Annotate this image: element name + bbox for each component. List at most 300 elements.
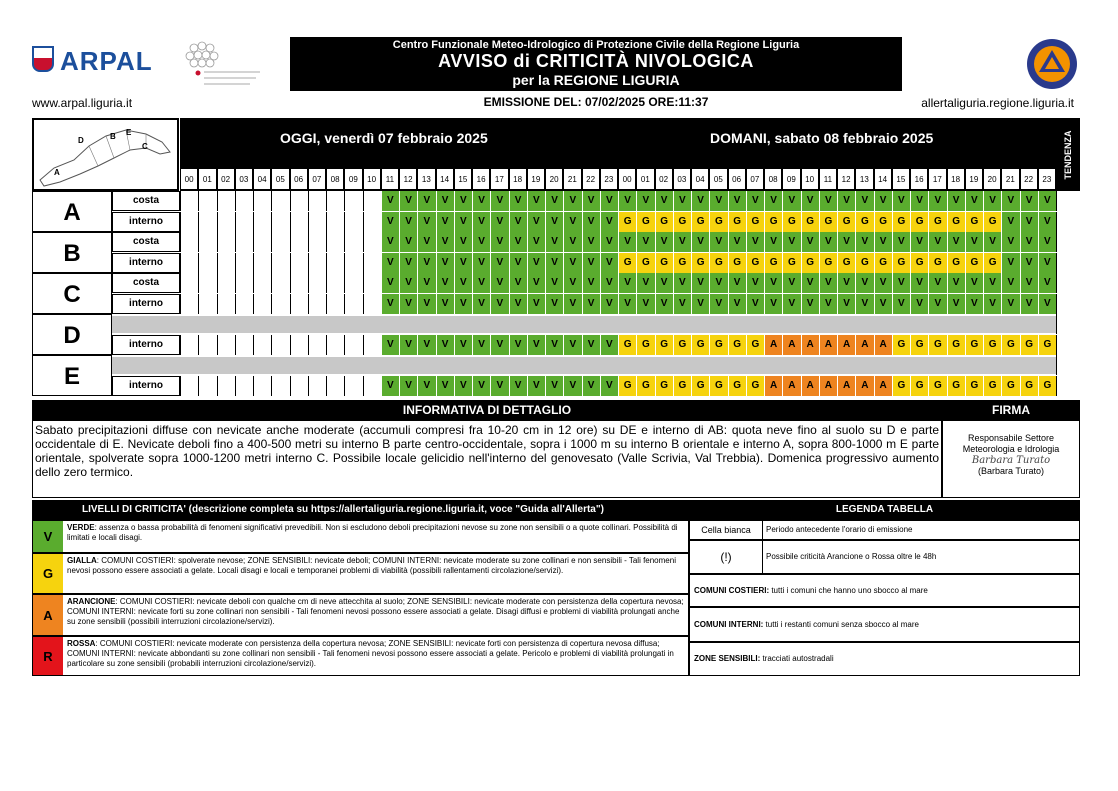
criticality-cell: G [636,212,654,232]
criticality-cell [235,376,253,396]
criticality-cell: V [545,191,563,211]
criticality-cell: V [983,232,1001,252]
criticality-cell: G [928,376,946,396]
criticality-cell: V [399,212,417,232]
level-arancione [32,594,689,636]
arpal-website[interactable]: www.arpal.liguria.it [32,96,133,110]
criticality-cell: V [819,294,837,314]
criticality-cell: V [874,191,892,211]
criticality-cell [344,335,362,355]
criticality-cell [198,253,216,273]
criticality-cell: V [655,191,673,211]
criticality-cell: V [728,273,746,293]
criticality-cell: G [746,212,764,232]
criticality-cell: V [436,232,454,252]
criticality-cell: V [1020,253,1038,273]
criticality-cell [363,273,381,293]
criticality-cell: V [782,294,800,314]
criticality-cell: V [545,273,563,293]
level-gialla-code: G [33,554,63,593]
hour-cell: 20 [983,168,1001,190]
criticality-cell: V [855,273,873,293]
criticality-cell: V [874,273,892,293]
criticality-cell: V [454,376,472,396]
criticality-cell: V [381,294,399,314]
criticality-cell [344,253,362,273]
hour-cell: 11 [819,168,837,190]
criticality-cell [290,232,308,252]
legend-sensibili-label: ZONE SENSIBILI: [694,654,761,663]
criticality-cell: G [910,253,928,273]
criticality-cell [217,212,235,232]
criticality-cell: V [582,253,600,273]
criticality-cell: G [636,376,654,396]
criticality-cell: V [673,273,691,293]
criticality-cell [290,376,308,396]
criticality-cell: V [600,273,618,293]
criticality-cell [290,335,308,355]
zone-gray-band [112,316,1056,333]
legend-symbol-desc: Possibile criticità Arancione o Rossa oltre le 48h [766,552,937,561]
criticality-cell: V [545,335,563,355]
criticality-cell: V [472,335,490,355]
criticality-cell: V [947,232,965,252]
criticality-cell: V [436,253,454,273]
criticality-cell: V [509,253,527,273]
criticality-cell [290,294,308,314]
criticality-cell: V [600,232,618,252]
criticality-cell [217,294,235,314]
criticality-cell: V [527,191,545,211]
criticality-cell: G [928,335,946,355]
criticality-cell: V [618,294,636,314]
criticality-cell [198,294,216,314]
allerta-website[interactable]: allertaliguria.regione.liguria.it [921,96,1074,110]
subzone-label-interno: interno [112,335,180,355]
criticality-cell [253,191,271,211]
criticality-cell [235,212,253,232]
criticality-cell [308,294,326,314]
criticality-cell: G [892,376,910,396]
criticality-cell [198,273,216,293]
criticality-cell [271,273,289,293]
criticality-cell: G [983,376,1001,396]
map-label-d: D [78,136,84,145]
criticality-cell: A [782,335,800,355]
hour-cell: 14 [874,168,892,190]
criticality-cell: V [965,232,983,252]
criticality-cell: V [1038,253,1056,273]
criticality-cell [271,294,289,314]
criticality-cell: V [582,232,600,252]
level-verde-desc: : assenza o bassa probabilità di fenomeni significativi prevedibili. Non si escludono deboli precipitazioni nevose su zone non sensibili o a quote collinari. Possibilità di limitati e locali disagi. [67,523,678,542]
subzone-label-interno: interno [112,212,180,232]
criticality-cell: G [801,253,819,273]
criticality-cell [235,232,253,252]
tendenza-header [1056,118,1080,191]
hour-cell: 15 [892,168,910,190]
legend-costieri-desc: tutti i comuni che hanno uno sbocco al mare [769,586,928,595]
criticality-cell: V [417,191,435,211]
criticality-cell: V [509,294,527,314]
firma-name: (Barbara Turato) [977,466,1045,476]
criticality-cell: V [837,273,855,293]
hour-cell: 06 [728,168,746,190]
criticality-cell [253,376,271,396]
criticality-cell: V [1001,294,1019,314]
tendenza-cell [1056,191,1080,211]
criticality-cell: G [728,212,746,232]
criticality-cell: V [509,273,527,293]
criticality-cell: V [472,232,490,252]
criticality-cell: V [910,294,928,314]
criticality-cell [271,253,289,273]
criticality-cell: G [928,212,946,232]
criticality-cell [308,212,326,232]
criticality-cell: V [874,294,892,314]
criticality-cell: G [855,253,873,273]
criticality-cell [344,212,362,232]
criticality-cell: V [563,273,581,293]
criticality-cell: G [618,212,636,232]
criticality-cell: A [837,376,855,396]
criticality-cell: V [1001,232,1019,252]
legend-header: LEGENDA TABELLA [689,500,1080,520]
criticality-cell: V [691,273,709,293]
criticality-cell: V [764,273,782,293]
level-rossa-text [67,639,684,669]
zone-letter-c: C [32,273,112,314]
criticality-cell: V [563,294,581,314]
map-label-b: B [110,132,116,141]
criticality-cell: G [728,335,746,355]
criticality-cell [198,232,216,252]
criticality-cell: V [728,191,746,211]
criticality-cell: V [545,294,563,314]
criticality-cell: G [983,335,1001,355]
criticality-cell: V [509,376,527,396]
criticality-cell: G [691,253,709,273]
criticality-cell: V [928,294,946,314]
criticality-cell: V [454,273,472,293]
level-gialla-text [67,556,684,576]
criticality-cell: G [618,335,636,355]
protezione-civile-logo-icon [1026,38,1078,90]
criticality-cell: V [490,273,508,293]
criticality-cell: V [618,273,636,293]
criticality-cell: V [1020,273,1038,293]
criticality-cell: V [472,273,490,293]
criticality-cell: V [381,335,399,355]
criticality-cell: V [381,191,399,211]
criticality-cell: G [746,376,764,396]
hour-cell: 05 [709,168,727,190]
hour-cell: 22 [582,168,600,190]
tendenza-cell [1056,355,1080,375]
legend-costieri [689,574,1080,607]
criticality-cell: V [782,191,800,211]
criticality-cell: G [691,376,709,396]
level-verde-code: V [33,521,63,552]
criticality-cell: V [801,232,819,252]
criticality-cell: V [655,294,673,314]
subzone-label-costa: costa [112,191,180,211]
criticality-cell: V [1038,273,1056,293]
criticality-cell: V [892,191,910,211]
criticality-cell: V [855,232,873,252]
criticality-cell [308,335,326,355]
criticality-cell [198,335,216,355]
legend-costieri-label: COMUNI COSTIERI: [694,586,770,595]
legend-interni [689,607,1080,642]
criticality-cell: G [819,253,837,273]
criticality-cell: V [965,273,983,293]
criticality-cell: G [691,212,709,232]
criticality-cell: V [947,294,965,314]
criticality-cell: V [636,294,654,314]
criticality-cell: V [417,376,435,396]
criticality-cell: V [582,335,600,355]
hour-cell: 23 [1038,168,1056,190]
criticality-cell: A [874,335,892,355]
level-rossa-desc: : COMUNI COSTIERI: nevicate moderate con persistenza della copertura nevosa; ZONE SENSIBILI: nevicate forti con persistenza di copertura nevosa diffusa; COMUNI INTERNI: nevicate abbondanti su zone collinari non sensibili - Tali fenomeni nevosi possono essere associati a gelate. Pericolo e problemi di viabilità prolungati in particolare su zone sensibili (probabili interruzioni circolazione/servizi). [67,639,674,668]
criticality-cell [253,232,271,252]
criticality-cell: V [454,335,472,355]
criticality-cell: V [563,212,581,232]
criticality-cell: V [436,294,454,314]
criticality-cell [326,294,344,314]
criticality-cell: V [1020,191,1038,211]
criticality-cell: V [582,376,600,396]
criticality-cell [217,376,235,396]
criticality-cell: V [983,273,1001,293]
hour-cell: 17 [490,168,508,190]
criticality-cell: V [782,232,800,252]
criticality-cell: V [600,212,618,232]
legend-interni-desc: tutti i restanti comuni senza sbocco al mare [763,620,919,629]
legend-cella-bianca [689,520,1080,540]
map-label-a: A [54,168,60,177]
criticality-cell: V [527,273,545,293]
hour-cell: 07 [308,168,326,190]
hour-cell: 18 [509,168,527,190]
criticality-cell: V [563,191,581,211]
criticality-cell [344,294,362,314]
hour-cell: 22 [1020,168,1038,190]
legend-cella-bianca-label: Cella bianca [690,521,763,539]
criticality-cell [308,191,326,211]
criticality-cell [308,253,326,273]
criticality-cell: G [892,212,910,232]
criticality-cell [344,232,362,252]
criticality-cell [363,253,381,273]
criticality-cell: G [947,253,965,273]
criticality-cell: V [709,294,727,314]
hour-cell: 04 [691,168,709,190]
criticality-cell: V [472,253,490,273]
criticality-cell: V [417,294,435,314]
criticality-cell: G [801,212,819,232]
hour-cell: 02 [655,168,673,190]
criticality-cell [363,294,381,314]
level-verde [32,520,689,553]
criticality-cell: V [819,232,837,252]
criticality-cell: V [527,232,545,252]
criticality-cell: V [855,191,873,211]
criticality-cell [198,376,216,396]
hour-cell: 03 [235,168,253,190]
criticality-cell: V [910,191,928,211]
criticality-cell: V [764,191,782,211]
criticality-cell: V [764,232,782,252]
criticality-cell: G [746,335,764,355]
subzone-label-costa: costa [112,273,180,293]
criticality-cell: V [1038,212,1056,232]
criticality-cell: V [582,212,600,232]
hour-cell: 01 [636,168,654,190]
criticality-cell: V [490,253,508,273]
criticality-cell [235,294,253,314]
level-rossa [32,636,689,676]
criticality-cell: A [764,335,782,355]
hour-cell: 09 [344,168,362,190]
criticality-cell [235,273,253,293]
criticality-cell: A [801,335,819,355]
criticality-cell: V [545,253,563,273]
criticality-cell [326,232,344,252]
criticality-cell: G [655,253,673,273]
level-gialla-title: GIALLA [67,556,97,565]
criticality-cell: V [509,335,527,355]
subzone-label-interno: interno [112,294,180,314]
criticality-cell: V [673,191,691,211]
criticality-cell [253,273,271,293]
criticality-cell [344,376,362,396]
level-rossa-title: ROSSA [67,639,96,648]
criticality-cell: V [819,273,837,293]
criticality-cell: V [673,232,691,252]
criticality-cell: V [600,335,618,355]
subzone-label-costa: costa [112,232,180,252]
criticality-cell: A [819,335,837,355]
level-rossa-code: R [33,637,63,675]
criticality-cell: V [892,273,910,293]
criticality-cell: V [965,191,983,211]
criticality-cell: G [618,253,636,273]
criticality-cell: G [655,376,673,396]
emission-date: EMISSIONE DEL: 07/02/2025 ORE:11:37 [483,95,709,109]
criticality-cell: V [819,191,837,211]
criticality-cell: G [782,253,800,273]
criticality-cell: G [728,376,746,396]
hour-cell: 21 [1001,168,1019,190]
criticality-cell [217,253,235,273]
criticality-cell [217,273,235,293]
hour-cell: 03 [673,168,691,190]
criticality-cell: G [709,253,727,273]
criticality-cell: V [454,212,472,232]
criticality-cell: V [417,253,435,273]
hour-cell: 19 [527,168,545,190]
hour-cell: 01 [198,168,216,190]
criticality-cell: G [1038,335,1056,355]
criticality-cell: V [399,273,417,293]
criticality-cell: V [837,232,855,252]
criticality-cell: V [1038,232,1056,252]
criticality-cell [290,212,308,232]
criticality-cell: V [490,232,508,252]
criticality-cell: V [746,294,764,314]
hour-cell: 10 [801,168,819,190]
criticality-cell: V [399,191,417,211]
criticality-cell [180,335,198,355]
criticality-cell: V [454,191,472,211]
criticality-cell [271,232,289,252]
criticality-cell [363,335,381,355]
level-gialla [32,553,689,594]
criticality-cell: G [837,212,855,232]
criticality-cell: V [910,273,928,293]
criticality-cell: V [983,294,1001,314]
criticality-cell: V [582,191,600,211]
criticality-cell: A [764,376,782,396]
criticality-cell: G [983,212,1001,232]
criticality-cell: V [527,253,545,273]
criticality-cell: V [545,376,563,396]
level-gialla-desc: : COMUNI COSTIERI: spolverate nevose; ZONE SENSIBILI: nevicate deboli; COMUNI INTERNI: nevicate moderate su zone collinari e non sensibili - Tali fenomeni nevosi possono essere associati a gelate. Locali disagi e locali e temporanei problemi di viabilità (possibili rallentamenti circolazione/servizi). [67,556,676,575]
criticality-cell: V [436,273,454,293]
criticality-cell [308,273,326,293]
criticality-cell [235,191,253,211]
zone-letter-a: A [32,191,112,232]
criticality-cell: V [527,212,545,232]
legend-sensibili [689,642,1080,676]
hour-cell: 09 [782,168,800,190]
criticality-cell: V [1020,212,1038,232]
criticality-cell: V [673,294,691,314]
hour-cell: 16 [472,168,490,190]
hour-cell: 13 [417,168,435,190]
hour-cell: 05 [271,168,289,190]
tendenza-cell [1056,232,1080,252]
level-arancione-title: ARANCIONE [67,597,116,606]
criticality-cell [253,294,271,314]
criticality-cell: V [509,191,527,211]
criticality-cell: G [764,212,782,232]
legend-interni-label: COMUNI INTERNI: [694,620,764,629]
criticality-cell: V [618,191,636,211]
criticality-cell: V [381,212,399,232]
criticality-cell: V [728,294,746,314]
criticality-cell: V [655,232,673,252]
criticality-cell [180,232,198,252]
criticality-cell: V [399,294,417,314]
criticality-cell: G [673,376,691,396]
criticality-cell: V [490,335,508,355]
criticality-cell: V [509,232,527,252]
criticality-cell: V [801,294,819,314]
title-box [290,37,902,91]
hour-cell: 15 [454,168,472,190]
criticality-cell: A [801,376,819,396]
criticality-cell [271,376,289,396]
tendenza-cell [1056,273,1080,293]
criticality-cell: V [600,294,618,314]
criticality-cell: V [1001,253,1019,273]
criticality-cell [180,294,198,314]
criticality-cell [235,335,253,355]
map-label-e: E [126,128,132,137]
